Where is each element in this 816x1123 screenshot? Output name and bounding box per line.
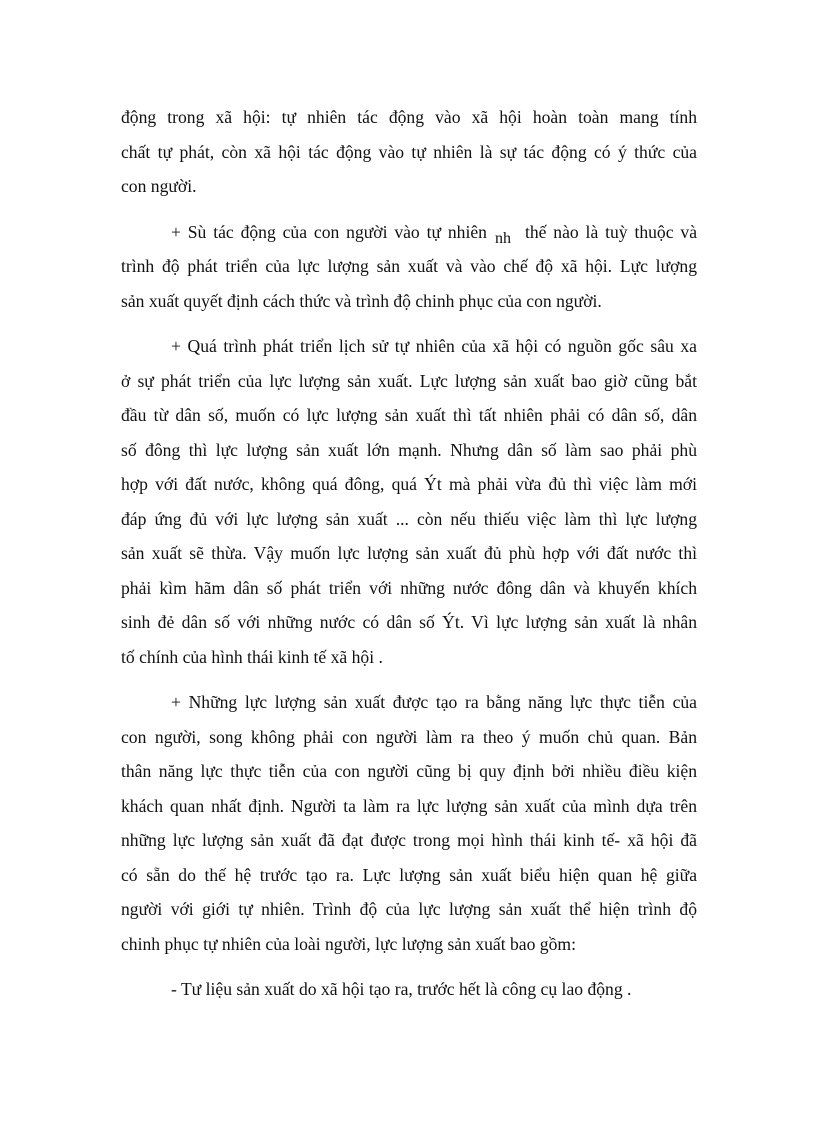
text-line: có sẵn do thế hệ trước tạo ra. Lực lượng sản xuất biểu hiện quan hệ giữa	[121, 864, 697, 885]
text-line: đáp ứng đủ với lực lượng sản xuất ... còn nếu thiếu việc làm thì lực lượng	[121, 508, 697, 529]
text-line	[121, 215, 697, 250]
document-body	[121, 100, 697, 1018]
text-line: người với giới tự nhiên. Trình độ của lực lượng sản xuất thể hiện trình độ	[121, 899, 697, 919]
text-line: khách quan nhất định. Người ta làm ra lực lượng sản xuất của mình dựa trên	[121, 795, 697, 816]
paragraph-2	[121, 215, 697, 319]
text-line: tố chính của hình thái kinh tế xã hội .	[121, 646, 383, 667]
text-line: + Quá trình phát triển lịch sử tự nhiên của xã hội có nguồn gốc sâu xa	[171, 336, 697, 356]
text-line: phải kìm hãm dân số phát triển với những nước đông dân và khuyến khích	[121, 577, 697, 598]
text-line: hợp với đất nước, không quá đông, quá Ýt mà phải vừa đủ thì việc làm mới	[121, 474, 697, 494]
text-line: sản xuất sẽ thừa. Vậy muốn lực lượng sản xuất đủ phù hợp với đất nước thì	[121, 543, 697, 563]
text-line: con người, song không phải con người làm ra theo ý muốn chủ quan. Bản	[121, 726, 697, 747]
text-fragment: + Sù tác động của con người vào tự nhiên	[171, 221, 487, 242]
text-line: ở sự phát triển của lực lượng sản xuất. Lực lượng sản xuất bao giờ cũng bắt	[121, 370, 697, 391]
text-line: số đông thì lực lượng sản xuất lớn mạnh. Nhưng dân số làm sao phải phù	[121, 439, 697, 460]
text-line: chất tự phát, còn xã hội tác động vào tự nhiên là sự tác động có ý thức của	[121, 141, 697, 162]
text-line: động trong xã hội: tự nhiên tác động vào xã hội hoàn toàn mang tính	[121, 107, 697, 127]
text-line: trình độ phát triển của lực lượng sản xuất và vào chế độ xã hội. Lực lượng	[121, 256, 697, 276]
text-line: sản xuất quyết định cách thức và trình độ chinh phục của con người.	[121, 290, 602, 311]
text-line: sinh đẻ dân số với những nước có dân số Ýt. Vì lực lượng sản xuất là nhân	[121, 612, 697, 632]
text-fragment: thế nào là tuỳ thuộc và	[524, 221, 697, 242]
text-line: đầu từ dân số, muốn có lực lượng sản xuất thì tất nhiên phải có dân số, dân	[121, 405, 697, 425]
text-line: + Những lực lượng sản xuất được tạo ra bằng năng lực thực tiễn của	[171, 692, 697, 712]
paragraph-3	[121, 329, 697, 674]
text-line: con người.	[121, 176, 197, 196]
stray-mark: nh	[494, 229, 511, 247]
text-line: - Tư liệu sản xuất do xã hội tạo ra, trước hết là công cụ lao động .	[171, 979, 632, 999]
paragraph-4	[121, 685, 697, 961]
paragraph-5	[121, 972, 697, 1007]
text-line: những lực lượng sản xuất đã đạt được trong mọi hình thái kinh tế- xã hội đã	[121, 830, 697, 850]
text-line: chinh phục tự nhiên của loài người, lực lượng sản xuất bao gồm:	[121, 933, 576, 954]
paragraph-1	[121, 100, 697, 204]
text-line: thân năng lực thực tiễn của con người cũng bị quy định bởi nhiều điều kiện	[121, 761, 697, 781]
